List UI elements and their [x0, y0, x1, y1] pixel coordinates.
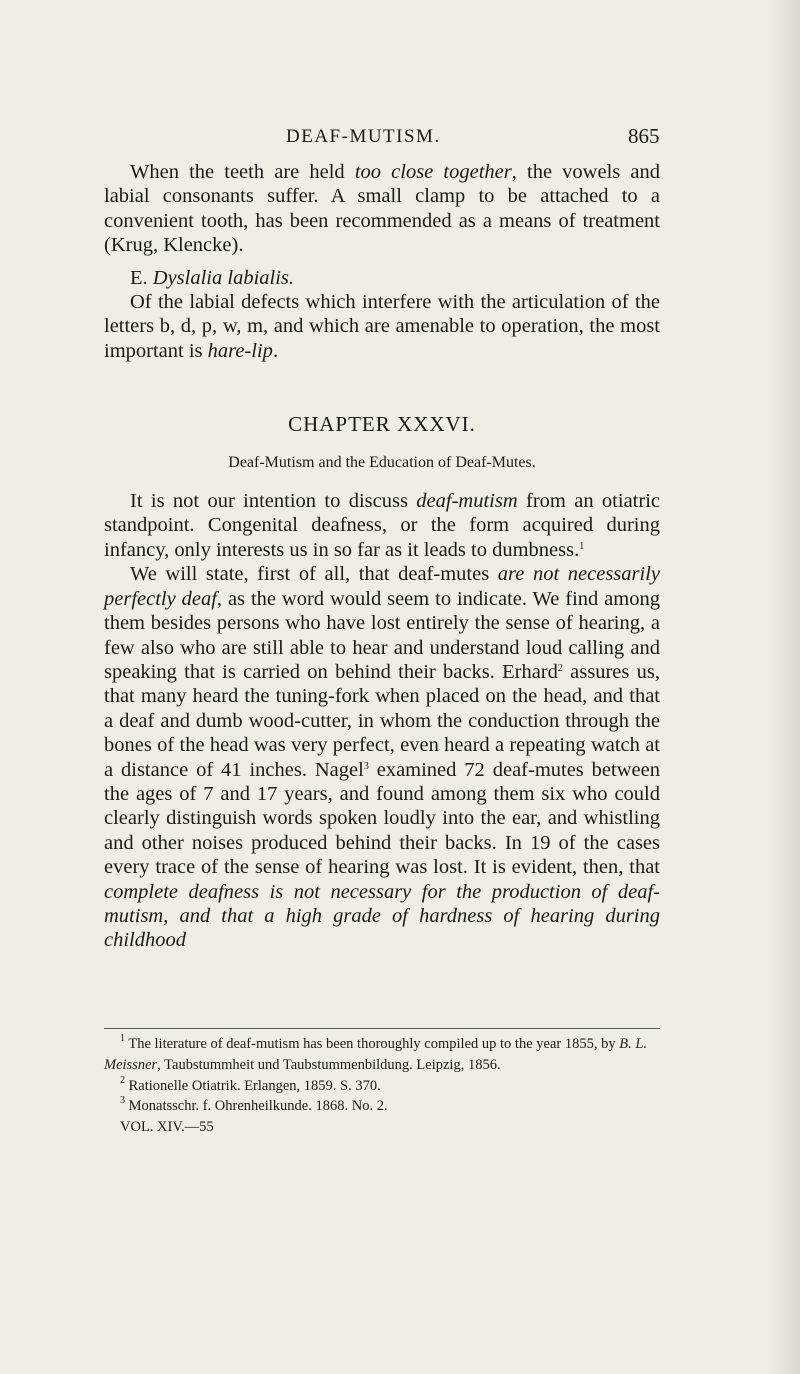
paragraph-labial	[104, 290, 660, 363]
body-text	[104, 160, 660, 953]
italic-run: deaf-mutism	[416, 490, 518, 513]
paragraph-deaf-mutes	[104, 562, 660, 953]
text-run: .	[272, 339, 279, 362]
page-header	[0, 126, 800, 156]
italic-run: B. L. Meissner	[104, 1036, 648, 1073]
chapter-title: CHAPTER XXXVI.	[288, 412, 476, 437]
text-run: When the teeth are held	[130, 161, 355, 183]
signature-mark: VOL. XIV.—55	[120, 1119, 214, 1136]
italic-run: complete deafness is not necessary for the production of deaf-mutism, and that a high grade of hardness of hearing during childhood	[104, 880, 660, 952]
running-head: DEAF-MUTISM.	[286, 126, 441, 147]
section-heading-e	[104, 266, 660, 290]
text-run: from an otiatric standpoint. Congenital deafness, or the form acquired during infancy, only interests us in so far as it leads to dumbness.	[104, 490, 660, 561]
chapter-subtitle: Deaf-Mutism and the Education of Deaf-Mutes.	[228, 453, 536, 471]
footnote-3	[104, 1096, 664, 1117]
footnote-ref: 2	[557, 662, 563, 674]
section-title: Dyslalia labialis.	[152, 266, 295, 289]
text-run: , as the word would seem to indicate. We find among them besides persons who have lost entirely the sense of hearing, a few also who are still able to hear and understand loud calling and speaking that is carried on behind their backs. Erhard	[104, 587, 660, 683]
section-label: E.	[130, 266, 153, 289]
text-run: , Taubstummheit und Taubstummenbildung. Leipzig, 1856.	[157, 1056, 501, 1073]
footnote-2	[104, 1076, 664, 1097]
footnote-1	[104, 1034, 664, 1076]
page-number: 865	[628, 124, 660, 148]
text-run: Monatsschr. f. Ohrenheilkunde. 1868. No. 2.	[125, 1098, 388, 1115]
footnote-number: 2	[120, 1074, 125, 1086]
paragraph-intention	[104, 489, 660, 562]
text-run: We will state, first of all, that deaf-mutes	[130, 563, 498, 586]
page-edge-shadow	[766, 0, 800, 1374]
footnote-number: 3	[120, 1095, 125, 1107]
footnote-number: 1	[120, 1033, 125, 1044]
text-run: , the vowels and labial consonants suffer. A small clamp to be attached to a convenient tooth, has been recommended as a means of treatment (Krug, Klencke).	[104, 161, 660, 257]
paragraph-teeth	[104, 160, 660, 258]
text-run: Rationelle Otiatrik. Erlangen, 1859. S. 370.	[125, 1077, 381, 1094]
text-run: assures us, that many heard the tuning-fork when placed on the head, and that a deaf and dumb wood-cutter, in whom the conduction through the bones of the head was very perfect, even heard a repeating watch at a distance of 41 inches. Nagel	[104, 660, 660, 781]
italic-run: too close together	[354, 161, 512, 183]
text-run: It is not our intention to discuss	[130, 490, 417, 513]
text-run: Of the labial defects which interfere with the articulation of the letters b, d, p, w, m, and which are amenable to operation, the most important is	[104, 291, 660, 362]
text-run: The literature of deaf-mutism has been thoroughly compiled up to the year 1855, by	[125, 1036, 620, 1052]
footnote-ref: 1	[579, 540, 585, 552]
footnotes	[104, 1034, 664, 1138]
footnote-ref: 3	[363, 760, 369, 772]
footnote-divider	[104, 1028, 660, 1029]
italic-run: are not necessarily perfectly deaf	[104, 563, 660, 610]
text-run: examined 72 deaf-mutes between the ages of 7 and 17 years, and found among them six who could clearly distinguish words spoken loudly into the ear, and whistling and other noises produced behind their backs. In 19 of the cases every trace of the sense of hearing was lost. It is evident, then, that	[104, 758, 660, 879]
italic-run: hare-lip	[207, 339, 273, 362]
